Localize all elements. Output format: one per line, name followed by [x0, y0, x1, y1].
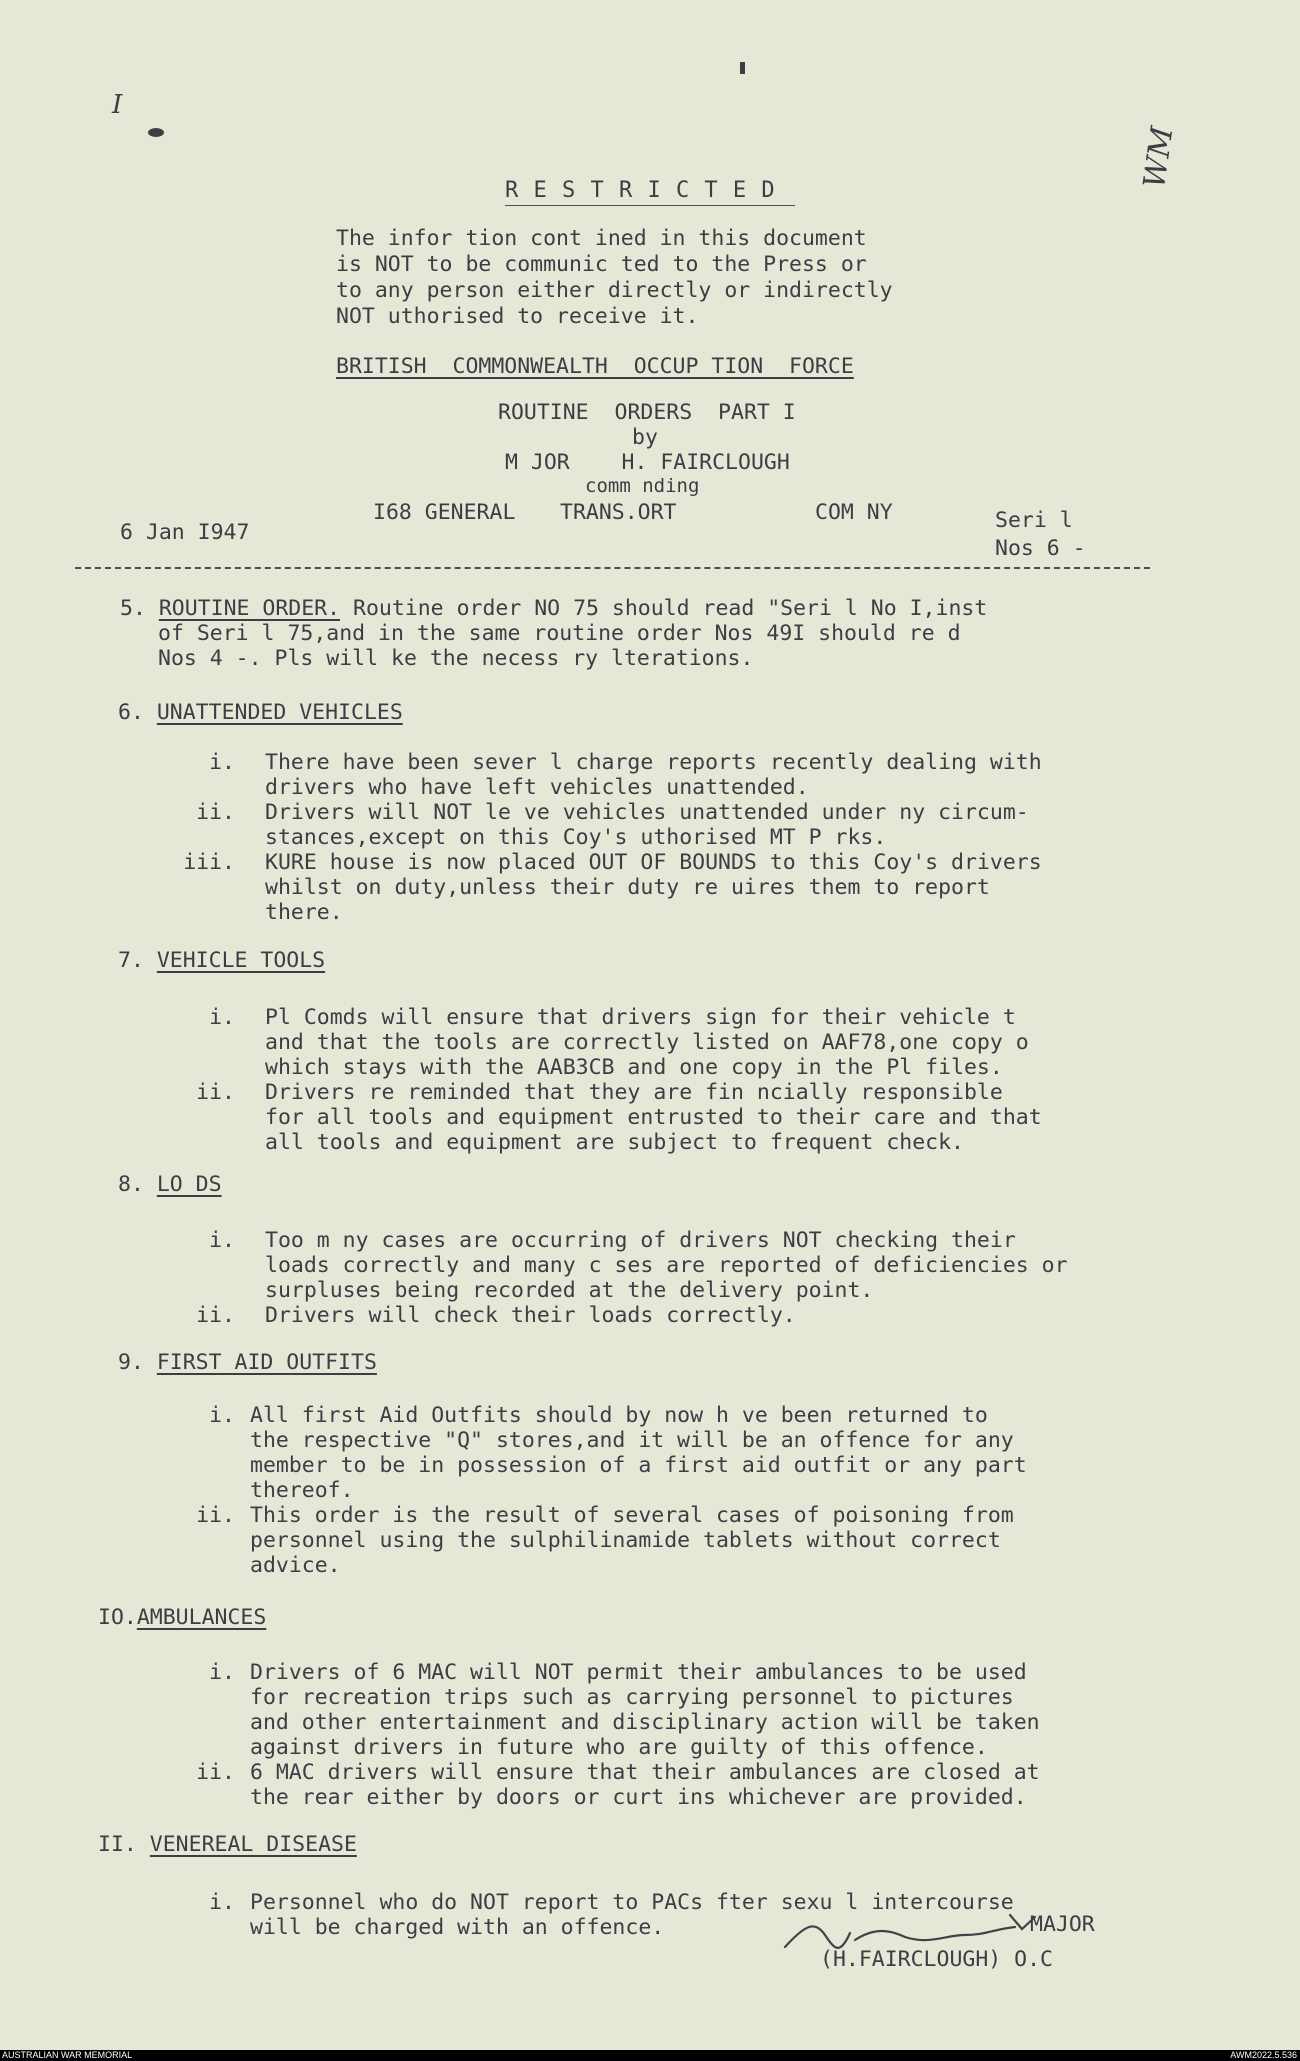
- item-line: the respective "Q" stores,and it will be an offence for any: [250, 1428, 1014, 1453]
- notice-line: The infor tion cont ined in this document: [336, 226, 867, 251]
- order-date: 6 Jan I947: [120, 520, 250, 545]
- item-line: against drivers in future who are guilty of this offence.: [250, 1735, 988, 1760]
- item-line: Drivers re reminded that they are fin ncially responsible: [265, 1080, 1003, 1105]
- item-line: advice.: [250, 1553, 341, 1578]
- notice-line: NOT uthorised to receive it.: [336, 304, 699, 329]
- section-title: VENEREAL DISEASE: [149, 1832, 357, 1857]
- security-notice: [336, 226, 893, 330]
- item-line: member to be in possession of a first aid outfit or any part: [250, 1453, 1027, 1478]
- section-11-items: [0, 1890, 1300, 1940]
- item-line: Drivers will NOT le ve vehicles unattended under ny circum-: [265, 800, 1029, 825]
- section-9-heading: [118, 1350, 377, 1375]
- serial-label: Seri l: [995, 508, 1073, 533]
- commanding-label: comm nding: [585, 475, 700, 497]
- handwritten-initials: WM: [1137, 124, 1181, 191]
- item-number: ii.: [196, 1080, 235, 1105]
- item-number: i.: [209, 1005, 235, 1030]
- section-number: II.: [98, 1832, 137, 1857]
- list-item: [0, 1660, 1300, 1760]
- force-title: BRITISH COMMONWEALTH OCCUP TION FORCE: [336, 354, 854, 379]
- item-line: and that the tools are correctly listed on AAF78,one copy o: [265, 1030, 1029, 1055]
- list-item: [0, 800, 1300, 850]
- item-line: There have been sever l charge reports recently dealing with: [265, 750, 1042, 775]
- section-7-heading: [118, 948, 325, 973]
- item-number: i.: [209, 1228, 235, 1253]
- item-line: Personnel who do NOT report to PACs fter sexu l intercourse: [250, 1890, 1014, 1915]
- item-line: there.: [265, 900, 343, 925]
- restricted-heading: R E S T R I C T E D: [505, 178, 776, 203]
- item-line: all tools and equipment are subject to frequent check.: [265, 1130, 964, 1155]
- section-10-heading: [98, 1605, 266, 1630]
- section-6-items: [0, 750, 1300, 925]
- section-6-heading: [118, 700, 403, 725]
- section-number: 5.: [120, 596, 146, 621]
- item-line: the rear either by doors or curt ins whichever are provided.: [250, 1785, 1027, 1810]
- section-title: UNATTENDED VEHICLES: [156, 700, 403, 725]
- item-number: iii.: [183, 850, 235, 875]
- section-title: AMBULANCES: [136, 1605, 267, 1630]
- section-title: ROUTINE ORDER.: [158, 596, 341, 621]
- unit-name-part-1: I68 GENERAL: [373, 500, 516, 525]
- section-number: 6.: [118, 700, 144, 725]
- item-line: for all tools and equipment entrusted to their care and that: [265, 1105, 1042, 1130]
- signature-name: (H.FAIRCLOUGH) O.C: [820, 1947, 1053, 1972]
- item-number: i.: [209, 1890, 235, 1915]
- section-text-line: Nos 4 -. Pls will ke the necess ry lterations.: [158, 646, 754, 671]
- orders-by: by: [632, 425, 658, 450]
- item-line: for recreation trips such as carrying personnel to pictures: [250, 1685, 1014, 1710]
- section-5: [120, 596, 987, 671]
- item-line: This order is the result of several cases of poisoning from: [250, 1503, 1014, 1528]
- section-7-items: [0, 1005, 1300, 1155]
- list-item: [0, 1503, 1300, 1578]
- restricted-underline: [505, 205, 795, 206]
- item-number: ii.: [196, 1503, 235, 1528]
- item-number: i.: [209, 750, 235, 775]
- item-number: i.: [209, 1403, 235, 1428]
- item-line: Pl Comds will ensure that drivers sign for their vehicle t: [265, 1005, 1016, 1030]
- item-line: thereof.: [250, 1478, 354, 1503]
- item-line: personnel using the sulphilinamide tablets without correct: [250, 1528, 1001, 1553]
- item-line: which stays with the AAB3CB and one copy in the Pl files.: [265, 1055, 1003, 1080]
- section-8-items: [0, 1228, 1300, 1328]
- item-number: ii.: [196, 800, 235, 825]
- item-line: All first Aid Outfits should by now h ve been returned to: [250, 1403, 988, 1428]
- item-line: 6 MAC drivers will ensure that their ambulances are closed at: [250, 1760, 1040, 1785]
- notice-line: to any person either directly or indirectly: [336, 278, 893, 303]
- section-11-heading: [98, 1832, 357, 1857]
- notice-line: is NOT to be communic ted to the Press or: [336, 252, 867, 277]
- list-item: [0, 1403, 1300, 1503]
- punch-mark: [740, 62, 745, 74]
- list-item: [0, 750, 1300, 800]
- item-line: whilst on duty,unless their duty re uires them to report: [265, 875, 990, 900]
- section-8-heading: [118, 1172, 222, 1197]
- archive-footer: [0, 2050, 1300, 2061]
- archive-name: AUSTRALIAN WAR MEMORIAL: [2, 2050, 133, 2060]
- unit-name-part-3: COM NY: [815, 500, 893, 525]
- section-text-line: Routine order NO 75 should read "Seri l No I,inst: [353, 596, 988, 621]
- list-item: [0, 1890, 1300, 1940]
- section-number: 9.: [118, 1350, 144, 1375]
- ink-blot: [148, 128, 164, 137]
- list-item: [0, 850, 1300, 925]
- list-item: [0, 1005, 1300, 1080]
- item-number: i.: [209, 1660, 235, 1685]
- section-number: 7.: [118, 948, 144, 973]
- orders-title: ROUTINE ORDERS PART I: [498, 400, 796, 425]
- section-9-items: [0, 1403, 1300, 1578]
- section-title: FIRST AID OUTFITS: [156, 1350, 377, 1375]
- item-line: will be charged with an offence.: [250, 1915, 665, 1940]
- section-number: 8.: [118, 1172, 144, 1197]
- section-10-items: [0, 1660, 1300, 1810]
- signature-rank: MAJOR: [1030, 1912, 1095, 1937]
- item-line: stances,except on this Coy's uthorised MT P rks.: [265, 825, 887, 850]
- item-line: surpluses being recorded at the delivery point.: [265, 1278, 874, 1303]
- item-number: ii.: [196, 1760, 235, 1785]
- list-item: [0, 1303, 1300, 1328]
- item-line: KURE house is now placed OUT OF BOUNDS to this Coy's drivers: [265, 850, 1042, 875]
- section-title: VEHICLE TOOLS: [156, 948, 326, 973]
- item-line: drivers who have left vehicles unattended.: [265, 775, 809, 800]
- item-line: Drivers of 6 MAC will NOT permit their ambulances to be used: [250, 1660, 1027, 1685]
- item-line: and other entertainment and disciplinary action will be taken: [250, 1710, 1040, 1735]
- list-item: [0, 1760, 1300, 1810]
- page-number-mark: I: [112, 90, 123, 120]
- commanding-officer: M JOR H. FAIRCLOUGH: [505, 450, 790, 475]
- serial-numbers: Nos 6 -: [995, 536, 1086, 561]
- item-line: loads correctly and many c ses are reported of deficiencies or: [265, 1253, 1068, 1278]
- unit-name-part-2: TRANS.ORT: [560, 500, 677, 525]
- section-number: IO.: [98, 1605, 137, 1630]
- item-number: ii.: [196, 1303, 235, 1328]
- header-divider: [75, 567, 1150, 569]
- list-item: [0, 1080, 1300, 1155]
- section-title: LO DS: [156, 1172, 222, 1197]
- item-line: Drivers will check their loads correctly.: [265, 1303, 796, 1328]
- list-item: [0, 1228, 1300, 1303]
- archive-reference: AWM2022.5.536: [1230, 2050, 1297, 2060]
- item-line: Too m ny cases are occurring of drivers NOT checking their: [265, 1228, 1016, 1253]
- section-text-line: of Seri l 75,and in the same routine order Nos 49I should re d: [158, 621, 961, 646]
